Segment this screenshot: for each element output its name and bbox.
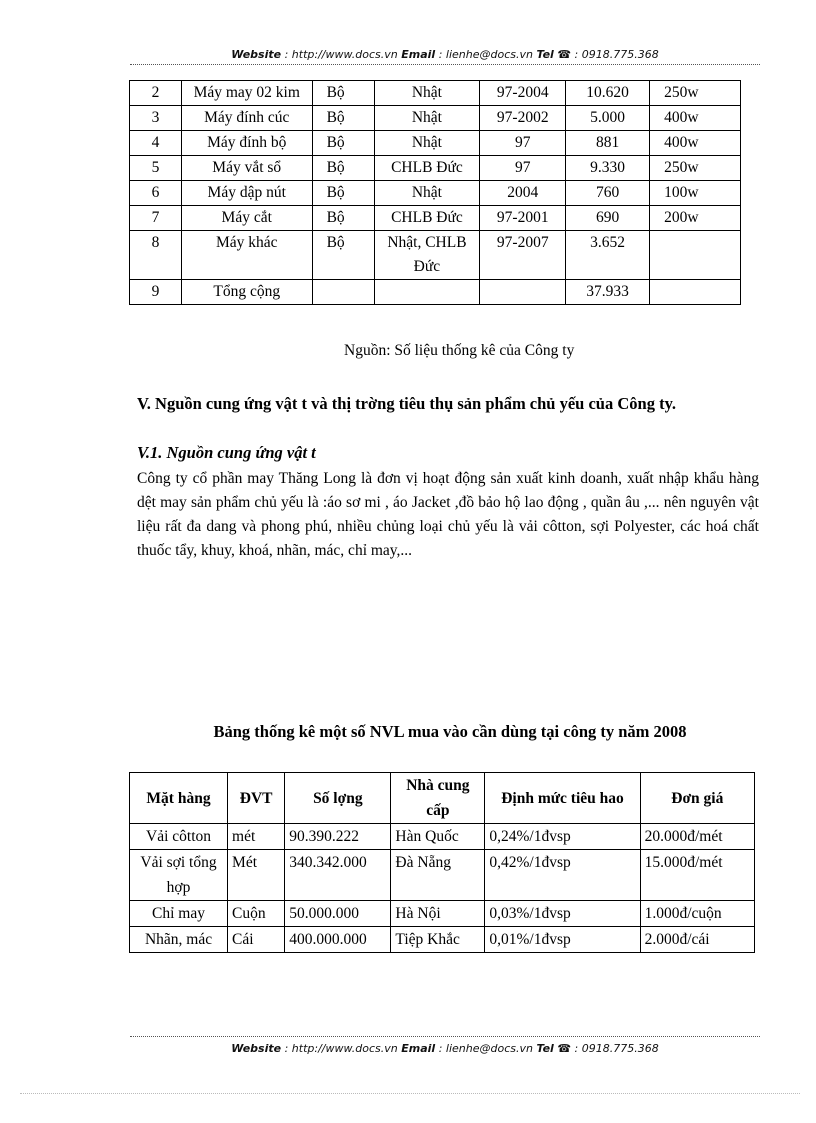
cell-qty: 760 bbox=[566, 181, 650, 206]
body-paragraph: Công ty cổ phần may Thăng Long là đơn vị hoạt động sản xuất kinh doanh, xuất nhập khẩu hàng dệt may sản phẩm chủ yếu là :áo sơ mi , áo Jacket ,đồ bảo hộ lao động , quần âu ,... nên nguyên vật liệu rất đa dang và phong phú, nhiều chủng loại chủ yếu là vải côtton, sợi Polyester, các hoá chất thuốc tẩy, khuy, khoá, nhãn, mác, chỉ may,... bbox=[137, 470, 759, 559]
table-row bbox=[130, 181, 741, 206]
cell-year: 97 bbox=[480, 131, 566, 156]
cell-unit: Bộ bbox=[312, 231, 374, 280]
table-row bbox=[130, 824, 755, 850]
cell-year: 97-2004 bbox=[480, 81, 566, 106]
table-row bbox=[130, 901, 755, 927]
cell-price: 2.000đ/cái bbox=[640, 927, 754, 953]
table-row bbox=[130, 81, 741, 106]
cell-power: 400w bbox=[650, 131, 741, 156]
cell-origin: CHLB Đức bbox=[374, 206, 480, 231]
cell-power: 400w bbox=[650, 106, 741, 131]
cell-year: 2004 bbox=[480, 181, 566, 206]
cell-item: Chỉ may bbox=[130, 901, 228, 927]
cell-unit: Bộ bbox=[312, 81, 374, 106]
cell-qty: 3.652 bbox=[566, 231, 650, 280]
materials-header-row bbox=[130, 773, 755, 824]
cell-name: Máy dập nút bbox=[181, 181, 312, 206]
cell-qty: 881 bbox=[566, 131, 650, 156]
footer-email-label: Email bbox=[401, 1042, 436, 1055]
header-quantity: Số lợng bbox=[285, 773, 391, 824]
phone-icon: ☎ bbox=[557, 48, 572, 61]
cell-unit: Cuộn bbox=[228, 901, 285, 927]
cell-origin: Nhật, CHLB Đức bbox=[374, 231, 480, 280]
header-unit: ĐVT bbox=[228, 773, 285, 824]
cell-name: Máy vắt sổ bbox=[181, 156, 312, 181]
cell-name: Máy đính bộ bbox=[181, 131, 312, 156]
cell-origin: Nhật bbox=[374, 81, 480, 106]
cell-unit: Bộ bbox=[312, 131, 374, 156]
website-value: : http://www.docs.vn bbox=[281, 48, 402, 61]
cell-name: Tổng cộng bbox=[181, 280, 312, 305]
cell-origin: Nhật bbox=[374, 131, 480, 156]
cell-no: 2 bbox=[130, 81, 182, 106]
cell-supplier: Đà Nẵng bbox=[391, 850, 485, 901]
subsection-title: V.1. Nguồn cung ứng vật t bbox=[137, 443, 316, 462]
cell-qty: 37.933 bbox=[566, 280, 650, 305]
tel-label: Tel bbox=[536, 48, 554, 61]
table-row bbox=[130, 156, 741, 181]
cell-norm: 0,01%/1đvsp bbox=[485, 927, 640, 953]
footer-phone-icon: ☎ bbox=[557, 1042, 572, 1055]
cell-origin: CHLB Đức bbox=[374, 156, 480, 181]
cell-year: 97 bbox=[480, 156, 566, 181]
cell-unit bbox=[312, 280, 374, 305]
cell-unit: Mét bbox=[228, 850, 285, 901]
header-item: Mặt hàng bbox=[130, 773, 228, 824]
cell-item: Nhãn, mác bbox=[130, 927, 228, 953]
cell-year bbox=[480, 280, 566, 305]
cell-item: Vải côtton bbox=[130, 824, 228, 850]
footer-tel-label: Tel bbox=[536, 1042, 554, 1055]
cell-no: 9 bbox=[130, 280, 182, 305]
footer-rule bbox=[130, 1036, 760, 1037]
cell-origin: Nhật bbox=[374, 181, 480, 206]
cell-unit: Bộ bbox=[312, 181, 374, 206]
cell-qty: 340.342.000 bbox=[285, 850, 391, 901]
cell-no: 5 bbox=[130, 156, 182, 181]
cell-unit: Bộ bbox=[312, 106, 374, 131]
cell-name: Máy may 02 kim bbox=[181, 81, 312, 106]
table-row bbox=[130, 106, 741, 131]
cell-qty: 10.620 bbox=[566, 81, 650, 106]
footer-website-value: : http://www.docs.vn bbox=[281, 1042, 402, 1055]
cell-qty: 400.000.000 bbox=[285, 927, 391, 953]
cell-no: 6 bbox=[130, 181, 182, 206]
cell-norm: 0,03%/1đvsp bbox=[485, 901, 640, 927]
cell-unit: Bộ bbox=[312, 206, 374, 231]
cell-price: 20.000đ/mét bbox=[640, 824, 754, 850]
cell-norm: 0,42%/1đvsp bbox=[485, 850, 640, 901]
email-value: : lienhe@docs.vn bbox=[435, 48, 537, 61]
cell-supplier: Hà Nội bbox=[391, 901, 485, 927]
cell-qty: 90.390.222 bbox=[285, 824, 391, 850]
cell-origin: Nhật bbox=[374, 106, 480, 131]
cell-item: Vải sợi tổng hợp bbox=[130, 850, 228, 901]
page-header bbox=[130, 48, 760, 65]
footer-email-value: : lienhe@docs.vn bbox=[435, 1042, 537, 1055]
cell-supplier: Hàn Quốc bbox=[391, 824, 485, 850]
website-label: Website bbox=[231, 48, 282, 61]
section-title: V. Nguồn cung ứng vật t và thị trờng tiêu thụ sản phẩm chủ yếu của Công ty. bbox=[137, 394, 677, 413]
header-norm: Định mức tiêu hao bbox=[485, 773, 640, 824]
cell-power: 100w bbox=[650, 181, 741, 206]
page-bottom-rule bbox=[20, 1093, 800, 1094]
header-supplier: Nhà cung cấp bbox=[391, 773, 485, 824]
table-row bbox=[130, 850, 755, 901]
table-row bbox=[130, 231, 741, 280]
table-row bbox=[130, 280, 741, 305]
table-row bbox=[130, 927, 755, 953]
table-row bbox=[130, 131, 741, 156]
email-label: Email bbox=[401, 48, 436, 61]
cell-unit: Cái bbox=[228, 927, 285, 953]
cell-name: Máy đính cúc bbox=[181, 106, 312, 131]
cell-no: 7 bbox=[130, 206, 182, 231]
cell-power: 250w bbox=[650, 156, 741, 181]
cell-price: 15.000đ/mét bbox=[640, 850, 754, 901]
cell-year: 97-2007 bbox=[480, 231, 566, 280]
tel-value: : 0918.775.368 bbox=[571, 48, 659, 61]
cell-no: 3 bbox=[130, 106, 182, 131]
cell-unit: Bộ bbox=[312, 156, 374, 181]
table-row bbox=[130, 206, 741, 231]
header-price: Đơn giá bbox=[640, 773, 754, 824]
cell-no: 8 bbox=[130, 231, 182, 280]
cell-unit: mét bbox=[228, 824, 285, 850]
cell-power bbox=[650, 231, 741, 280]
cell-name: Máy cắt bbox=[181, 206, 312, 231]
cell-price: 1.000đ/cuộn bbox=[640, 901, 754, 927]
page-footer bbox=[130, 1042, 760, 1055]
materials-table-title: Bảng thống kê một số NVL mua vào cần dùng tại công ty năm 2008 bbox=[213, 722, 687, 741]
footer-tel-value: : 0918.775.368 bbox=[571, 1042, 659, 1055]
footer-website-label: Website bbox=[231, 1042, 282, 1055]
cell-no: 4 bbox=[130, 131, 182, 156]
cell-power bbox=[650, 280, 741, 305]
cell-qty: 50.000.000 bbox=[285, 901, 391, 927]
cell-year: 97-2002 bbox=[480, 106, 566, 131]
cell-year: 97-2001 bbox=[480, 206, 566, 231]
cell-supplier: Tiệp Khắc bbox=[391, 927, 485, 953]
cell-power: 250w bbox=[650, 81, 741, 106]
cell-norm: 0,24%/1đvsp bbox=[485, 824, 640, 850]
table-source-note: Nguồn: Số liệu thống kê của Công ty bbox=[344, 342, 575, 359]
cell-qty: 690 bbox=[566, 206, 650, 231]
cell-origin bbox=[374, 280, 480, 305]
cell-qty: 5.000 bbox=[566, 106, 650, 131]
materials-table bbox=[129, 772, 755, 953]
cell-qty: 9.330 bbox=[566, 156, 650, 181]
cell-power: 200w bbox=[650, 206, 741, 231]
machines-table bbox=[129, 80, 741, 305]
cell-name: Máy khác bbox=[181, 231, 312, 280]
